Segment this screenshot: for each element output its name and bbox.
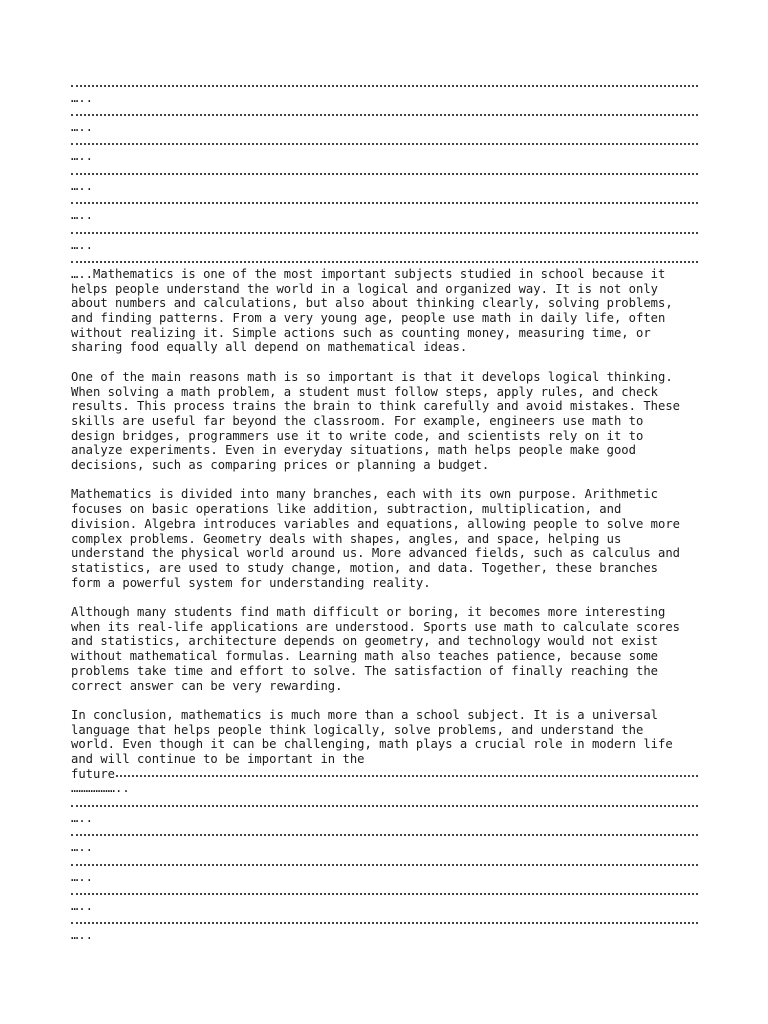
paragraph-text: Mathematics is one of the most important subjects studied in school because it helps people understand the world in a logical and organized way. It is not only about numbers and calculations, but also about thinking clearly, solving problems, and finding patterns. From a very young age, people use math in daily life, often without realizing it. Simple actions such as counting money, measuring time, or sharing food equally all depend on mathematical ideas. (71, 266, 673, 355)
footer-fill-stub: ….. (71, 898, 94, 913)
footer-fill-dotted-line (71, 855, 698, 870)
header-fill-dotted-line (71, 223, 698, 238)
footer-fill-dotted-line (71, 914, 698, 929)
closing-line (71, 767, 698, 782)
dotted-rule (71, 143, 698, 145)
paragraph-prefix: ….. (71, 266, 94, 281)
essay-body (71, 267, 698, 796)
header-fill-lines (71, 76, 698, 267)
dotted-rule (71, 775, 698, 777)
dotted-rule (71, 202, 698, 204)
header-fill-stub: ….. (71, 237, 94, 252)
footer-fill-stub: ….. (71, 810, 94, 825)
footer-fill-dotted-line (71, 884, 698, 899)
document-page (71, 76, 698, 943)
footer-fill-dotted-line (71, 796, 698, 811)
dotted-rule (71, 922, 698, 924)
dotted-rule (71, 834, 698, 836)
essay-paragraph-5: In conclusion, mathematics is much more than a school subject. It is a universal language that helps people think logically, solve problems, and understand the world. Even though it can be challenging, math plays a crucial role in modern life and will continue to be important in the (71, 707, 673, 767)
header-fill-stub: ….. (71, 208, 94, 223)
header-fill-stub: ….. (71, 90, 94, 105)
header-fill-dotted-line (71, 164, 698, 179)
essay-paragraph-4: Although many students find math difficult or boring, it becomes more interesting when its real-life applications are understood. Sports use math to calculate scores and statistics, architecture depends on geometry, and technology would not exist without mathematical formulas. Learning math also teaches patience, because some problems take time and effort to solve. The satisfaction of finally reaching the correct answer can be very rewarding. (71, 605, 681, 693)
dotted-rule (71, 173, 698, 175)
header-fill-dotted-line (71, 105, 698, 120)
footer-fill-lines (71, 796, 698, 943)
dotted-rule (71, 805, 698, 807)
dotted-rule (71, 893, 698, 895)
closing-stub: ……………….. (71, 781, 130, 796)
header-fill-stub: ….. (71, 149, 94, 164)
header-fill-stub: ….. (71, 120, 94, 135)
header-fill-dotted-line (71, 76, 698, 91)
header-fill-dotted-line (71, 194, 698, 209)
header-fill-dotted-line (71, 135, 698, 150)
footer-fill-stub: ….. (71, 840, 94, 855)
essay-paragraph-1 (71, 267, 698, 355)
essay-paragraph-3: Mathematics is divided into many branches, each with its own purpose. Arithmetic focuses on basic operations like addition, subtraction, multiplication, and division. Algebra introduces variables and equations, allowing people to solve more complex problems. Geometry deals with shapes, angles, and space, helping us understand the physical world around us. More advanced fields, such as calculus and statistics, are used to study change, motion, and data. Together, these branches form a powerful system for understanding reality. (71, 487, 681, 590)
footer-fill-stub: ….. (71, 928, 94, 943)
closing-word: future (71, 766, 116, 781)
dotted-rule (71, 114, 698, 116)
footer-fill-stub: ….. (71, 869, 94, 884)
dotted-rule (71, 85, 698, 87)
header-fill-dotted-line (71, 252, 698, 267)
footer-fill-dotted-line (71, 826, 698, 841)
dotted-rule (71, 232, 698, 234)
header-fill-stub: ….. (71, 178, 94, 193)
essay-paragraph-2: One of the main reasons math is so important is that it develops logical thinking. When solving a math problem, a student must follow steps, apply rules, and check results. This process trains the brain to think carefully and avoid mistakes. These skills are useful far beyond the classroom. For example, engineers use math to design bridges, programmers use it to write code, and scientists rely on it to analyze experiments. Even in everyday situations, math helps people make good decisions, such as comparing prices or planning a budget. (71, 369, 681, 473)
dotted-rule (71, 261, 698, 263)
dotted-rule (71, 864, 698, 866)
